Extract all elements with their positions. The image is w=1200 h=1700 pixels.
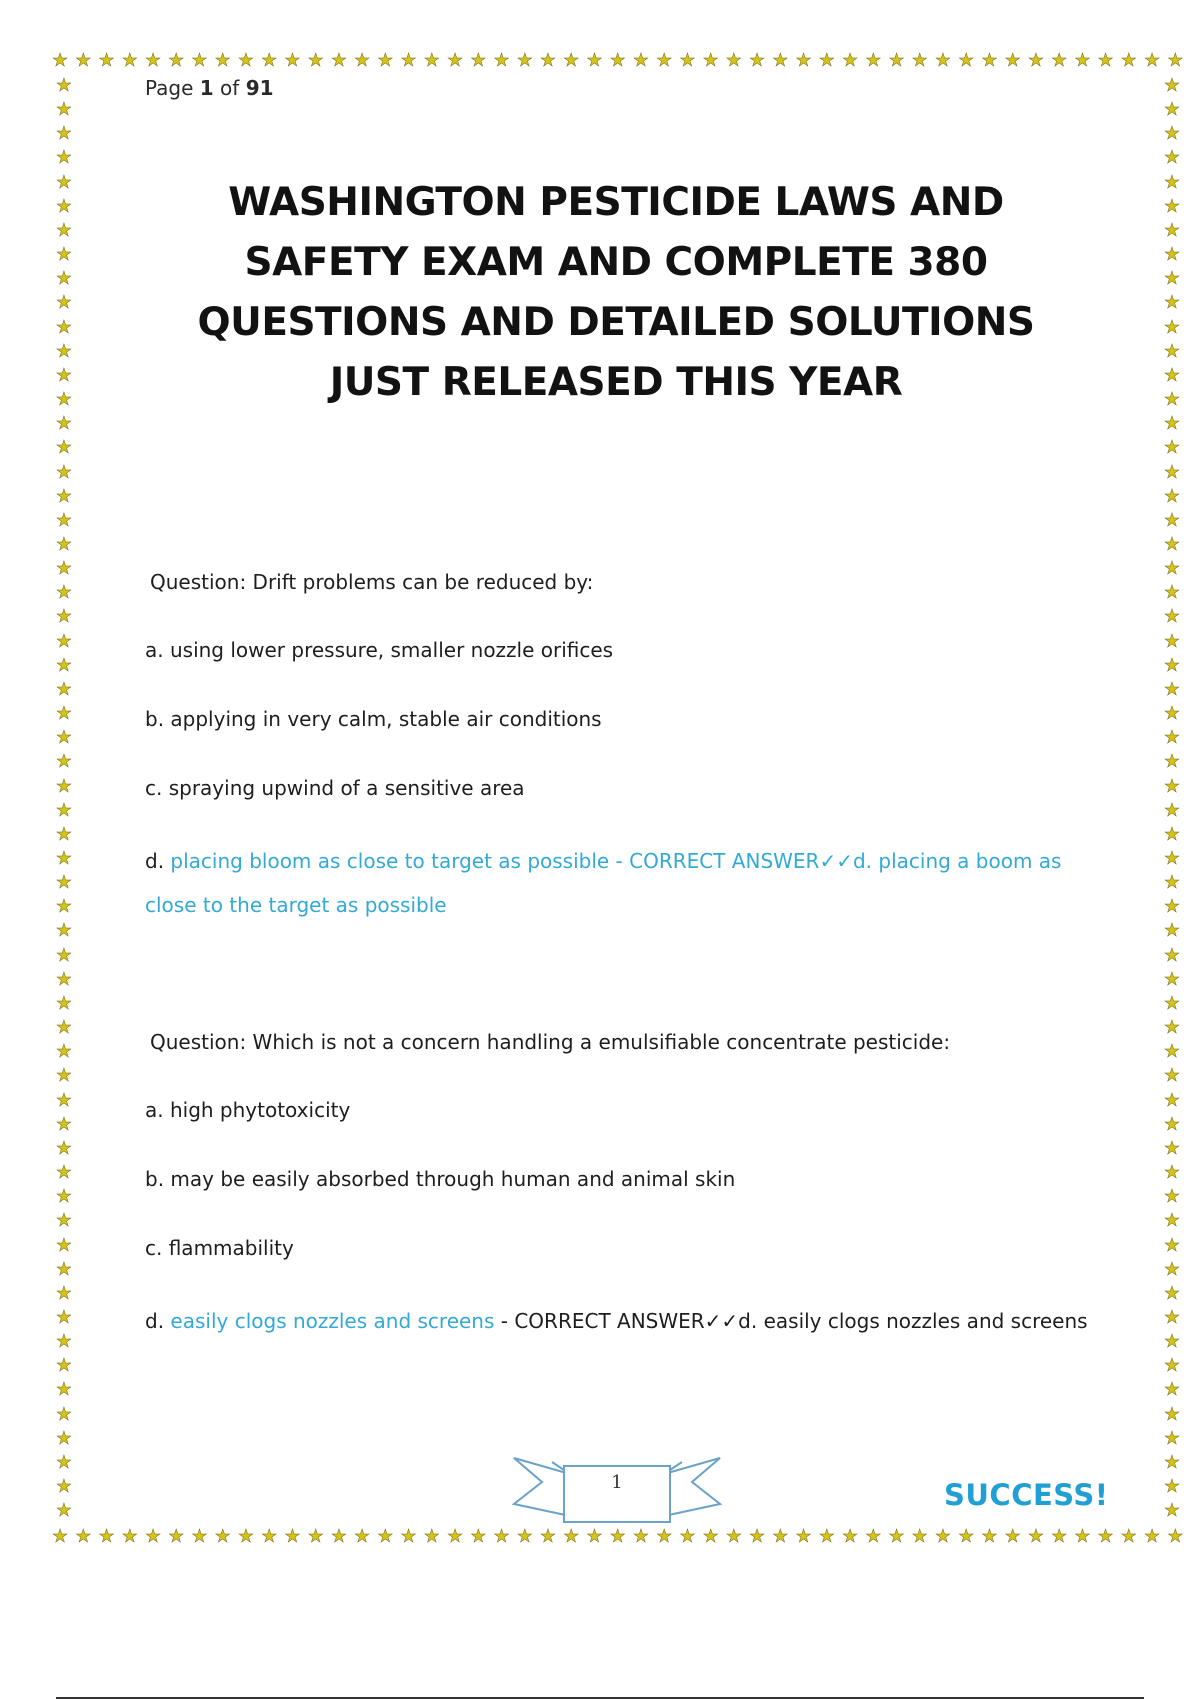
star-border-right — [1160, 74, 1184, 1524]
star-icon: ★ — [1163, 751, 1181, 773]
star-icon: ★ — [423, 1526, 440, 1547]
star-icon: ★ — [911, 1526, 928, 1547]
star-icon: ★ — [55, 920, 73, 942]
star-icon: ★ — [55, 147, 73, 169]
star-icon: ★ — [911, 50, 928, 71]
star-icon: ★ — [55, 1355, 73, 1377]
question-2-text: Question: Which is not a concern handling a emulsifiable concentrate pesticide: — [150, 1030, 951, 1054]
star-icon: ★ — [888, 1526, 905, 1547]
star-icon: ★ — [55, 364, 73, 386]
star-icon: ★ — [679, 1526, 696, 1547]
star-icon: ★ — [55, 1258, 73, 1280]
star-icon: ★ — [52, 1526, 69, 1547]
star-icon: ★ — [1163, 1355, 1181, 1377]
star-icon: ★ — [98, 1526, 115, 1547]
star-icon: ★ — [55, 1403, 73, 1425]
star-icon: ★ — [307, 50, 324, 71]
star-icon: ★ — [934, 50, 952, 71]
star-icon: ★ — [55, 872, 73, 894]
star-icon: ★ — [516, 1526, 533, 1547]
star-icon: ★ — [1163, 1210, 1181, 1232]
star-icon: ★ — [981, 50, 998, 71]
star-icon: ★ — [1163, 1258, 1181, 1280]
star-icon: ★ — [55, 1451, 73, 1473]
star-icon: ★ — [330, 1526, 347, 1547]
star-icon: ★ — [1163, 75, 1181, 96]
star-icon: ★ — [795, 1526, 812, 1547]
star-icon: ★ — [539, 1526, 557, 1547]
star-icon: ★ — [400, 1526, 417, 1547]
star-icon: ★ — [1163, 1113, 1181, 1135]
star-icon: ★ — [1163, 703, 1181, 725]
footer-page-number: 1 — [611, 1472, 623, 1493]
question-1-answer-highlight: placing bloom as close to target as possible - CORRECT ANSWER✓✓d. placing a boom as — [170, 849, 1062, 873]
star-icon: ★ — [52, 50, 69, 71]
star-icon: ★ — [818, 50, 835, 71]
star-icon: ★ — [55, 992, 73, 1014]
star-icon: ★ — [1120, 1526, 1137, 1547]
star-icon: ★ — [865, 1526, 882, 1547]
star-icon: ★ — [934, 1526, 952, 1547]
star-icon: ★ — [1163, 1451, 1181, 1473]
star-icon: ★ — [1163, 727, 1181, 749]
star-icon: ★ — [1163, 1089, 1181, 1111]
star-icon: ★ — [1051, 50, 1068, 71]
star-icon: ★ — [493, 1526, 510, 1547]
star-icon: ★ — [1163, 1137, 1181, 1159]
star-icon: ★ — [1027, 50, 1044, 71]
star-icon: ★ — [55, 582, 73, 604]
star-icon: ★ — [1167, 1526, 1184, 1547]
star-icon: ★ — [586, 1526, 603, 1547]
star-icon: ★ — [307, 1526, 324, 1547]
star-icon: ★ — [865, 50, 882, 71]
star-icon: ★ — [55, 533, 73, 555]
star-icon: ★ — [1163, 558, 1181, 580]
star-icon: ★ — [55, 389, 73, 411]
success-motto: SUCCESS! — [944, 1478, 1109, 1512]
star-icon: ★ — [1163, 1427, 1181, 1449]
question-1-option-b: b. applying in very calm, stable air conditions — [145, 707, 602, 731]
question-1-answer-continued: close to the target as possible — [145, 893, 447, 917]
star-icon: ★ — [563, 50, 580, 71]
star-icon: ★ — [55, 1331, 73, 1353]
question-1-answer-prefix: d. — [145, 849, 171, 873]
star-icon: ★ — [55, 437, 73, 459]
question-2-answer — [145, 1309, 1088, 1333]
page-label-prefix: Page — [145, 76, 200, 100]
star-icon: ★ — [656, 50, 673, 71]
question-1-text: Question: Drift problems can be reduced by: — [150, 570, 594, 594]
star-icon: ★ — [795, 50, 812, 71]
star-icon: ★ — [1004, 1526, 1021, 1547]
star-icon: ★ — [632, 1526, 649, 1547]
star-icon: ★ — [121, 1526, 138, 1547]
star-icon: ★ — [563, 1526, 580, 1547]
question-2-option-b: b. may be easily absorbed through human and animal skin — [145, 1167, 736, 1191]
star-icon: ★ — [55, 1427, 73, 1449]
star-icon: ★ — [400, 50, 417, 71]
star-icon: ★ — [55, 1210, 73, 1232]
star-icon: ★ — [354, 50, 371, 71]
page-current: 1 — [199, 76, 214, 100]
star-icon: ★ — [1163, 1065, 1181, 1087]
star-icon: ★ — [1144, 1526, 1161, 1547]
star-icon: ★ — [1163, 944, 1181, 966]
star-icon: ★ — [55, 1041, 73, 1063]
star-icon: ★ — [1163, 678, 1181, 700]
star-icon: ★ — [121, 50, 138, 71]
star-icon: ★ — [1163, 1500, 1181, 1522]
star-icon: ★ — [55, 1476, 73, 1498]
star-icon: ★ — [1163, 1162, 1181, 1184]
document-title: WASHINGTON PESTICIDE LAWS AND SAFETY EXAM AND COMPLETE 380 QUESTIONS AND DETAILED SOLUTIONS JUST RELEASED THIS YEAR — [197, 180, 1035, 405]
star-icon: ★ — [55, 848, 73, 869]
star-icon: ★ — [1163, 509, 1181, 531]
star-icon: ★ — [144, 50, 162, 71]
question-1-answer — [145, 849, 1061, 873]
star-icon: ★ — [55, 413, 73, 435]
star-icon: ★ — [1097, 50, 1114, 71]
star-icon: ★ — [55, 630, 73, 652]
star-icon: ★ — [55, 775, 73, 797]
star-icon: ★ — [772, 50, 789, 71]
star-border-left — [52, 74, 76, 1524]
footer-divider — [56, 1697, 1144, 1699]
star-icon: ★ — [470, 1526, 487, 1547]
page-total: 91 — [245, 76, 274, 100]
star-icon: ★ — [1163, 1186, 1181, 1208]
star-icon: ★ — [493, 50, 510, 71]
star-icon: ★ — [1074, 1526, 1091, 1547]
star-icon: ★ — [55, 799, 73, 821]
star-icon: ★ — [702, 50, 719, 71]
star-icon: ★ — [725, 1526, 742, 1547]
star-icon: ★ — [1163, 219, 1181, 241]
question-2-answer-prefix: d. — [145, 1309, 171, 1333]
star-icon: ★ — [1163, 1282, 1181, 1304]
star-icon: ★ — [1167, 50, 1184, 71]
star-icon: ★ — [1163, 292, 1181, 314]
star-icon: ★ — [55, 461, 73, 483]
star-icon: ★ — [1163, 171, 1181, 193]
star-icon: ★ — [1163, 244, 1181, 266]
star-icon: ★ — [55, 219, 73, 241]
star-icon: ★ — [75, 1526, 92, 1547]
star-icon: ★ — [1163, 823, 1181, 845]
star-icon: ★ — [1163, 364, 1181, 386]
question-2-option-c: c. flammability — [145, 1236, 294, 1260]
star-icon: ★ — [55, 316, 73, 338]
star-icon: ★ — [1163, 1041, 1181, 1063]
star-icon: ★ — [1163, 413, 1181, 435]
question-2-answer-highlight: easily clogs nozzles and screens — [170, 1309, 495, 1333]
star-icon: ★ — [1120, 50, 1137, 71]
star-icon: ★ — [609, 50, 626, 71]
star-icon: ★ — [1163, 437, 1181, 459]
star-icon: ★ — [284, 50, 301, 71]
star-icon: ★ — [702, 1526, 719, 1547]
star-icon: ★ — [679, 50, 696, 71]
page-label — [145, 76, 274, 100]
star-icon: ★ — [261, 1526, 278, 1547]
star-icon: ★ — [55, 1186, 73, 1208]
star-icon: ★ — [377, 50, 394, 71]
star-icon: ★ — [55, 292, 73, 314]
star-icon: ★ — [55, 751, 73, 773]
star-icon: ★ — [1163, 582, 1181, 604]
star-icon: ★ — [958, 1526, 975, 1547]
star-icon: ★ — [423, 50, 440, 71]
star-icon: ★ — [214, 1526, 231, 1547]
star-icon: ★ — [55, 244, 73, 266]
star-border-bottom — [52, 1525, 1184, 1549]
star-icon: ★ — [55, 823, 73, 845]
star-icon: ★ — [1163, 896, 1181, 918]
star-icon: ★ — [1163, 775, 1181, 797]
star-icon: ★ — [1163, 920, 1181, 942]
star-icon: ★ — [1027, 1526, 1044, 1547]
star-icon: ★ — [98, 50, 115, 71]
star-icon: ★ — [1074, 50, 1091, 71]
star-icon: ★ — [214, 50, 231, 71]
star-icon: ★ — [55, 606, 73, 628]
star-icon: ★ — [632, 50, 649, 71]
star-icon: ★ — [1163, 799, 1181, 821]
star-border-top — [52, 49, 1184, 73]
star-icon: ★ — [772, 1526, 789, 1547]
star-icon: ★ — [1163, 630, 1181, 652]
star-icon: ★ — [539, 50, 557, 71]
star-icon: ★ — [586, 50, 603, 71]
star-icon: ★ — [981, 1526, 998, 1547]
star-icon: ★ — [261, 50, 278, 71]
star-icon: ★ — [1097, 1526, 1114, 1547]
star-icon: ★ — [144, 1526, 162, 1547]
star-icon: ★ — [1163, 1234, 1181, 1256]
star-icon: ★ — [841, 1526, 859, 1547]
star-icon: ★ — [55, 268, 73, 290]
star-icon: ★ — [1163, 147, 1181, 169]
star-icon: ★ — [284, 1526, 301, 1547]
star-icon: ★ — [1163, 99, 1181, 121]
page-label-middle: of — [213, 76, 246, 100]
star-icon: ★ — [55, 75, 73, 96]
star-icon: ★ — [1163, 848, 1181, 869]
star-icon: ★ — [55, 703, 73, 725]
star-icon: ★ — [1163, 1403, 1181, 1425]
star-icon: ★ — [55, 1234, 73, 1256]
star-icon: ★ — [1163, 340, 1181, 362]
star-icon: ★ — [55, 99, 73, 121]
star-icon: ★ — [191, 50, 208, 71]
star-icon: ★ — [446, 1526, 464, 1547]
star-icon: ★ — [55, 1113, 73, 1135]
star-icon: ★ — [1163, 1476, 1181, 1498]
star-icon: ★ — [55, 558, 73, 580]
star-icon: ★ — [1163, 268, 1181, 290]
star-icon: ★ — [888, 50, 905, 71]
star-icon: ★ — [55, 485, 73, 507]
star-icon: ★ — [841, 50, 859, 71]
star-icon: ★ — [725, 50, 742, 71]
star-icon: ★ — [55, 944, 73, 966]
star-icon: ★ — [656, 1526, 673, 1547]
star-icon: ★ — [1163, 533, 1181, 555]
star-icon: ★ — [749, 1526, 766, 1547]
star-icon: ★ — [609, 1526, 626, 1547]
star-icon: ★ — [1163, 606, 1181, 628]
star-icon: ★ — [55, 1500, 73, 1522]
star-icon: ★ — [1163, 1306, 1181, 1328]
star-icon: ★ — [749, 50, 766, 71]
star-icon: ★ — [1163, 389, 1181, 411]
question-1-option-a: a. using lower pressure, smaller nozzle orifices — [145, 638, 614, 662]
star-icon: ★ — [1163, 872, 1181, 894]
star-icon: ★ — [1163, 1331, 1181, 1353]
star-icon: ★ — [377, 1526, 394, 1547]
star-icon: ★ — [55, 727, 73, 749]
star-icon: ★ — [1163, 485, 1181, 507]
star-icon: ★ — [818, 1526, 835, 1547]
question-2-answer-rest: - CORRECT ANSWER✓✓d. easily clogs nozzles and screens — [494, 1309, 1088, 1333]
star-icon: ★ — [55, 1282, 73, 1304]
star-icon: ★ — [1051, 1526, 1068, 1547]
star-icon: ★ — [55, 896, 73, 918]
star-icon: ★ — [55, 968, 73, 990]
star-icon: ★ — [168, 50, 185, 71]
star-icon: ★ — [1163, 123, 1181, 145]
star-icon: ★ — [55, 1137, 73, 1159]
star-icon: ★ — [55, 1306, 73, 1328]
star-icon: ★ — [330, 50, 347, 71]
star-icon: ★ — [55, 1065, 73, 1087]
star-icon: ★ — [55, 1379, 73, 1401]
star-icon: ★ — [55, 171, 73, 193]
star-icon: ★ — [1163, 461, 1181, 483]
star-icon: ★ — [237, 1526, 255, 1547]
star-icon: ★ — [75, 50, 92, 71]
star-icon: ★ — [55, 654, 73, 676]
star-icon: ★ — [55, 1162, 73, 1184]
star-icon: ★ — [1163, 654, 1181, 676]
star-icon: ★ — [168, 1526, 185, 1547]
star-icon: ★ — [55, 1017, 73, 1039]
star-icon: ★ — [354, 1526, 371, 1547]
star-icon: ★ — [446, 50, 464, 71]
star-icon: ★ — [191, 1526, 208, 1547]
star-icon: ★ — [55, 1089, 73, 1111]
star-icon: ★ — [55, 509, 73, 531]
star-icon: ★ — [1163, 1017, 1181, 1039]
star-icon: ★ — [55, 678, 73, 700]
star-icon: ★ — [1163, 316, 1181, 338]
star-icon: ★ — [1163, 195, 1181, 217]
question-1-option-c: c. spraying upwind of a sensitive area — [145, 776, 525, 800]
star-icon: ★ — [1163, 968, 1181, 990]
star-icon: ★ — [1163, 992, 1181, 1014]
star-icon: ★ — [55, 195, 73, 217]
star-icon: ★ — [55, 123, 73, 145]
star-icon: ★ — [516, 50, 533, 71]
star-icon: ★ — [237, 50, 255, 71]
star-icon: ★ — [1144, 50, 1161, 71]
star-icon: ★ — [470, 50, 487, 71]
star-icon: ★ — [55, 340, 73, 362]
star-icon: ★ — [1163, 1379, 1181, 1401]
star-icon: ★ — [1004, 50, 1021, 71]
star-icon: ★ — [958, 50, 975, 71]
question-2-option-a: a. high phytotoxicity — [145, 1098, 351, 1122]
